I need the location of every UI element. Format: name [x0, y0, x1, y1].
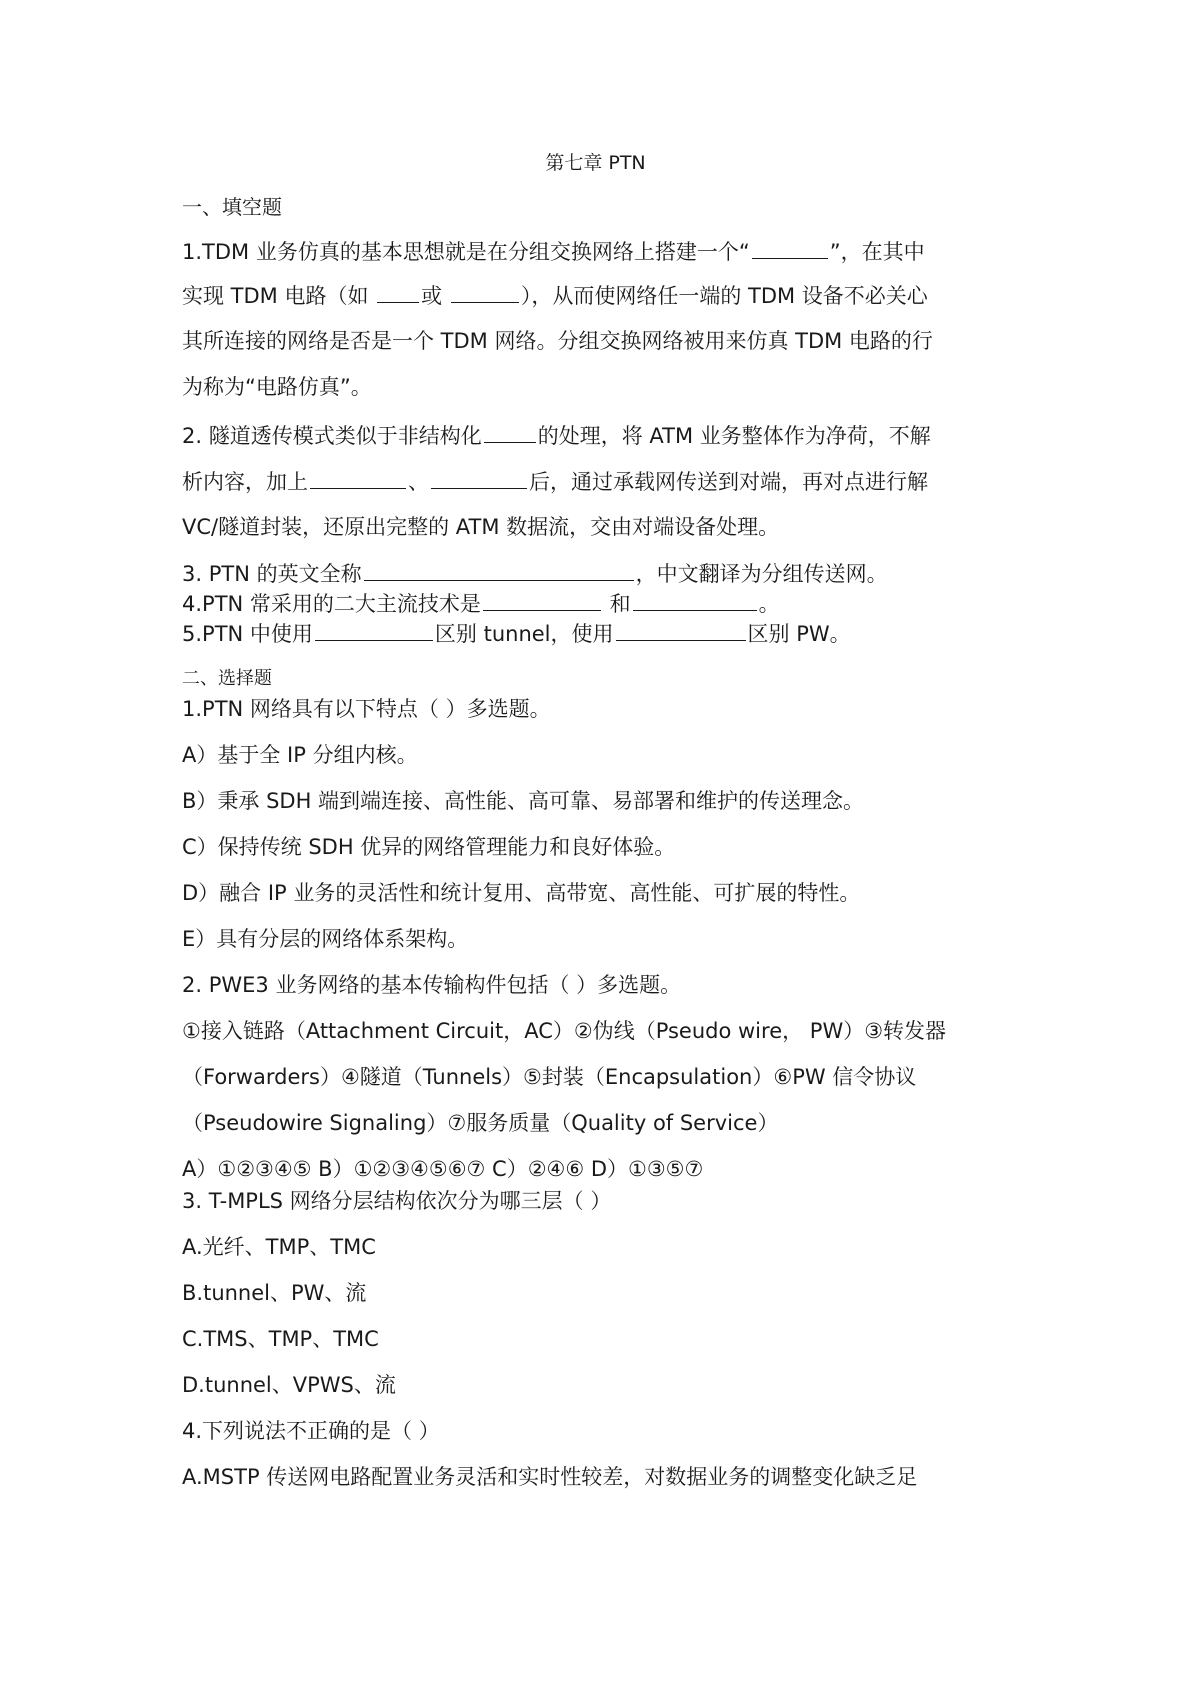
fill-q1-text-a: 1.TDM 业务仿真的基本思想就是在分组交换网络上搭建一个“	[182, 240, 750, 264]
fill-q1-line1	[182, 236, 925, 267]
choice-q4-option-a: A.MSTP 传送网电路配置业务灵活和实时性较差，对数据业务的调整变化缺乏足	[182, 1465, 918, 1489]
choice-q2-stem: 2. PWE3 业务网络的基本传输构件包括（ ）多选题。	[182, 973, 682, 997]
fill-q1-line4: 为称为“电路仿真”。	[182, 375, 372, 399]
fill-q4-text-c: 。	[758, 592, 780, 616]
fill-q2-blank-3[interactable]	[431, 466, 527, 489]
fill-q1-text-e: ），从而使网络任一端的 TDM 设备不必关心	[520, 284, 928, 308]
fill-q3-blank[interactable]	[364, 558, 634, 581]
choice-q1-option-b: B）秉承 SDH 端到端连接、高性能、高可靠、易部署和维护的传送理念。	[182, 789, 865, 813]
fill-q5-line	[182, 618, 851, 649]
choice-section-heading: 二、选择题	[182, 668, 272, 689]
fill-q1-text-d: 或	[421, 284, 449, 308]
fill-q2-blank-2[interactable]	[310, 466, 406, 489]
fill-q1-blank-3[interactable]	[451, 280, 519, 303]
fill-q2-line1	[182, 420, 931, 451]
chapter-title: 第七章 PTN	[545, 152, 646, 174]
choice-q1-stem: 1.PTN 网络具有以下特点（ ）多选题。	[182, 697, 551, 721]
fill-q2-line3: VC/隧道封装，还原出完整的 ATM 数据流，交由对端设备处理。	[182, 515, 780, 539]
fill-q1-blank-2[interactable]	[377, 280, 419, 303]
fill-q1-blank-1[interactable]	[752, 236, 828, 259]
choice-q2-line3: （Pseudowire Signaling）⑦服务质量（Quality of Service）	[182, 1111, 779, 1135]
fill-section-heading: 一、填空题	[182, 195, 282, 219]
choice-q2-line2: （Forwarders）④隧道（Tunnels）⑤封装（Encapsulation）⑥PW 信令协议	[182, 1065, 917, 1089]
choice-q4-stem: 4.下列说法不正确的是（ ）	[182, 1419, 440, 1443]
fill-q5-blank-2[interactable]	[616, 618, 746, 641]
fill-q3-text-a: 3. PTN 的英文全称	[182, 562, 362, 586]
choice-q3-option-b: B.tunnel、PW、流	[182, 1281, 367, 1305]
fill-q5-blank-1[interactable]	[315, 618, 433, 641]
choice-q1-option-d: D）融合 IP 业务的灵活性和统计复用、高带宽、高性能、可扩展的特性。	[182, 881, 861, 905]
choice-q1-option-a: A）基于全 IP 分组内核。	[182, 743, 418, 767]
fill-q3-text-b: ，中文翻译为分组传送网。	[635, 562, 888, 586]
fill-q2-text-c: 析内容，加上	[182, 470, 308, 494]
fill-q4-blank-2[interactable]	[633, 588, 757, 611]
fill-q5-text-c: 区别 PW。	[747, 622, 851, 646]
choice-q1-option-c: C）保持传统 SDH 优异的网络管理能力和良好体验。	[182, 835, 676, 859]
fill-q4-blank-1[interactable]	[483, 588, 601, 611]
fill-q2-line2	[182, 466, 928, 497]
choice-q2-options: A）①②③④⑤ B）①②③④⑤⑥⑦ C）②④⑥ D）①③⑤⑦	[182, 1157, 704, 1181]
choice-q2-line1: ①接入链路（Attachment Circuit，AC）②伪线（Pseudo wire， PW）③转发器	[182, 1019, 947, 1043]
fill-q1-text-c: 实现 TDM 电路（如	[182, 284, 376, 308]
fill-q2-text-a: 2. 隧道透传模式类似于非结构化	[182, 424, 482, 448]
choice-q3-option-c: C.TMS、TMP、TMC	[182, 1327, 379, 1351]
fill-q4-line	[182, 588, 780, 619]
fill-q5-text-b: 区别 tunnel，使用	[434, 622, 614, 646]
fill-q1-text-b: ”，在其中	[829, 240, 925, 264]
choice-q3-option-d: D.tunnel、VPWS、流	[182, 1373, 396, 1397]
fill-q1-line3: 其所连接的网络是否是一个 TDM 网络。分组交换网络被用来仿真 TDM 电路的行	[182, 329, 933, 353]
fill-q2-text-b: 的处理，将 ATM 业务整体作为净荷，不解	[537, 424, 931, 448]
fill-q3-line	[182, 558, 888, 589]
fill-q1-line2	[182, 280, 928, 311]
fill-q5-text-a: 5.PTN 中使用	[182, 622, 313, 646]
fill-q2-text-d: 、	[408, 470, 429, 494]
fill-q4-text-b: 和	[602, 592, 631, 616]
choice-q3-option-a: A.光纤、TMP、TMC	[182, 1235, 376, 1259]
fill-q4-text-a: 4.PTN 常采用的二大主流技术是	[182, 592, 481, 616]
fill-q2-blank-1[interactable]	[484, 420, 536, 443]
choice-q3-stem: 3. T-MPLS 网络分层结构依次分为哪三层（ ）	[182, 1189, 612, 1213]
fill-q2-text-e: 后，通过承载网传送到对端，再对点进行解	[529, 470, 928, 494]
choice-q1-option-e: E）具有分层的网络体系架构。	[182, 927, 469, 951]
